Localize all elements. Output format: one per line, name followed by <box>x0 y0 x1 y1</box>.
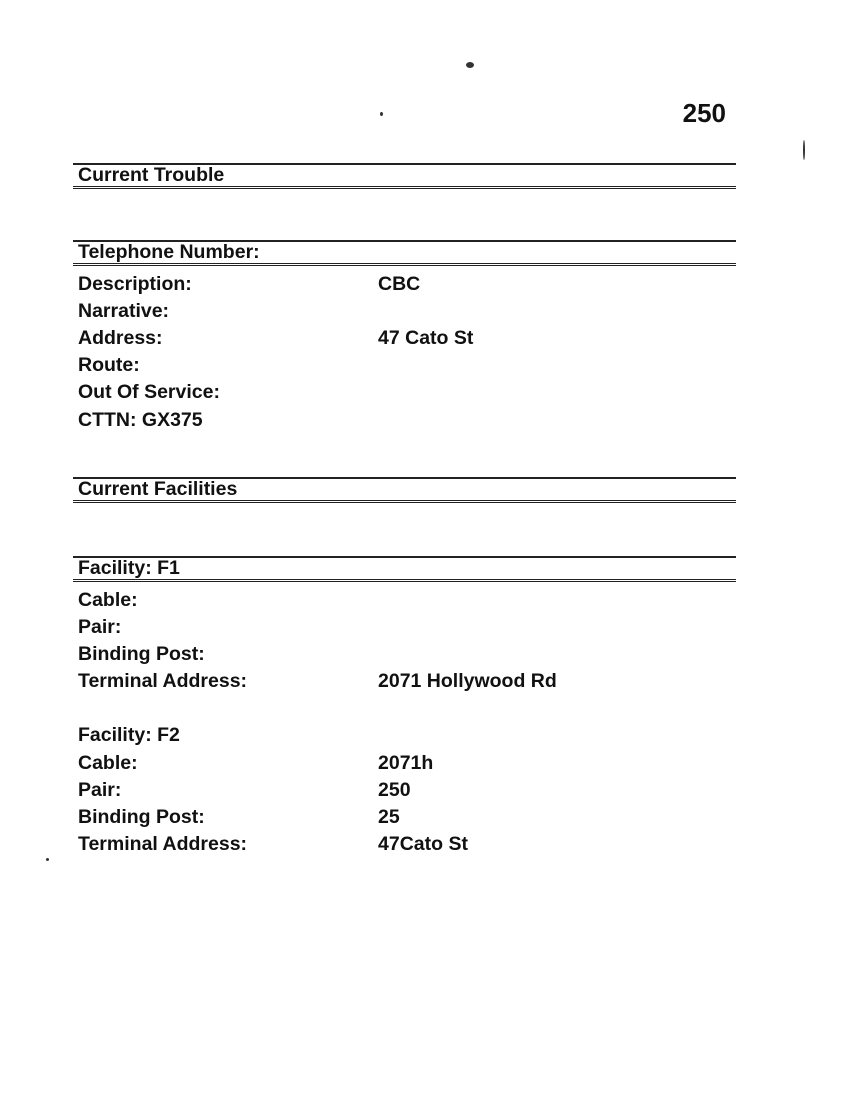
scan-speck <box>466 62 474 68</box>
field-label: Route: <box>78 354 140 376</box>
field-label: Address: <box>78 327 163 349</box>
field-label: Binding Post: <box>78 643 205 665</box>
current-facilities-header <box>73 477 736 503</box>
field-value: 2071h <box>378 752 434 774</box>
facility-f1-title: Facility: F1 <box>78 557 180 579</box>
field-label: Out Of Service: <box>78 381 220 403</box>
telephone-number-header <box>73 240 736 266</box>
address-row <box>78 325 728 351</box>
facility-f2-title <box>78 722 728 748</box>
route-row <box>78 352 728 378</box>
f1-cable-row <box>78 587 728 613</box>
field-label: Terminal Address: <box>78 670 248 692</box>
field-value: 2071 Hollywood Rd <box>378 670 557 692</box>
field-value: 47 Cato St <box>378 327 474 349</box>
current-trouble-header <box>73 163 736 189</box>
scan-speck <box>380 112 383 116</box>
narrative-row <box>78 298 728 324</box>
facility-f1-header <box>73 556 736 582</box>
f1-pair-row <box>78 614 728 640</box>
field-label: Narrative: <box>78 300 170 322</box>
field-value: 25 <box>378 806 400 828</box>
f2-binding-post-row <box>78 804 728 830</box>
scan-speck <box>803 140 805 160</box>
out-of-service-row <box>78 379 728 405</box>
cttn-row <box>78 407 728 433</box>
page-number: 250 <box>682 98 726 128</box>
field-label: Terminal Address: <box>78 833 248 855</box>
description-row <box>78 271 728 297</box>
field-label: Pair: <box>78 779 122 801</box>
f1-binding-post-row <box>78 641 728 667</box>
f1-terminal-address-row <box>78 668 728 694</box>
field-value: 47Cato St <box>378 833 468 855</box>
current-trouble-title: Current Trouble <box>78 164 225 186</box>
f2-pair-row <box>78 777 728 803</box>
f2-cable-row <box>78 750 728 776</box>
field-value: CBC <box>378 273 421 295</box>
f2-terminal-address-row <box>78 831 728 857</box>
current-facilities-title: Current Facilities <box>78 478 238 500</box>
field-label: Cable: <box>78 752 138 774</box>
field-label: Cable: <box>78 589 138 611</box>
field-label: Binding Post: <box>78 806 205 828</box>
field-value: 250 <box>378 779 411 801</box>
scan-speck <box>46 858 49 861</box>
field-label: Pair: <box>78 616 122 638</box>
telephone-number-label: Telephone Number: <box>78 241 260 263</box>
field-label: CTTN: GX375 <box>78 409 203 431</box>
facility-f2-label: Facility: F2 <box>78 724 180 746</box>
field-label: Description: <box>78 273 192 295</box>
